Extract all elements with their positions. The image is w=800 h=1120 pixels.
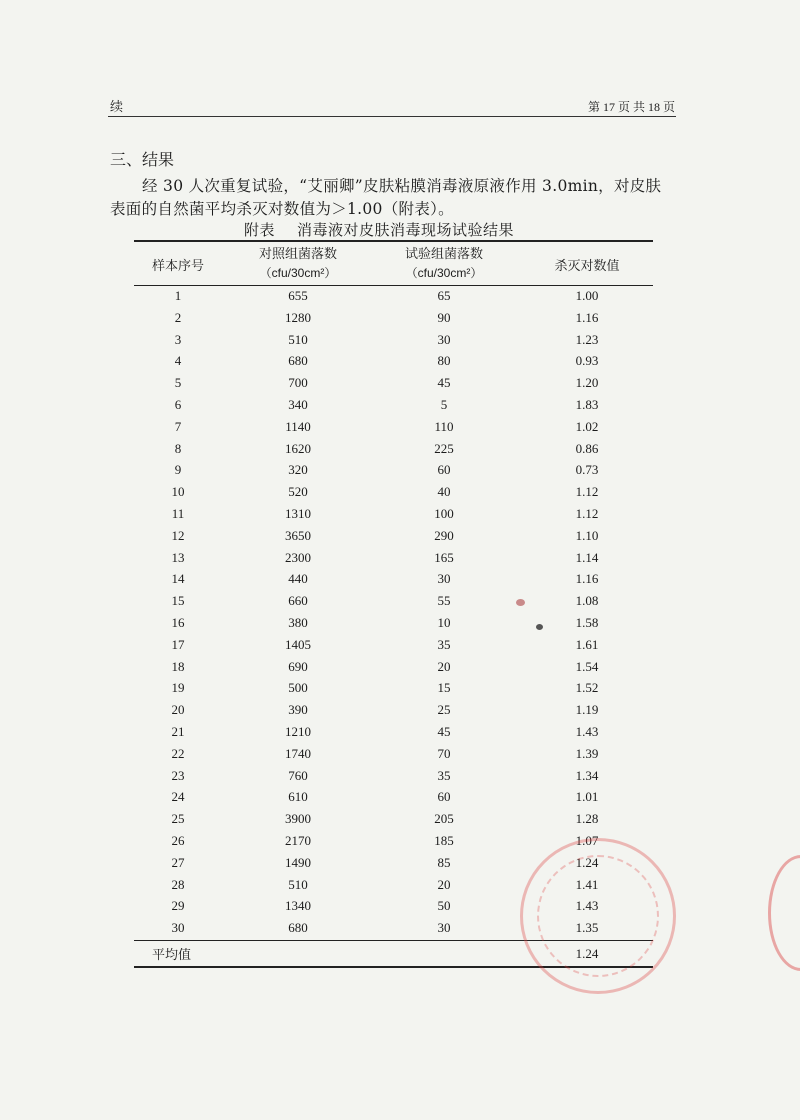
paper-stain: [536, 624, 543, 630]
official-seal: [520, 838, 676, 994]
cell-test-count: 70: [437, 745, 451, 761]
cell-control-count: 1490: [285, 854, 311, 870]
header-continued-label: 续: [110, 100, 124, 115]
cell-kill-log-value: 1.02: [575, 418, 599, 434]
cell-kill-log-value: 1.43: [575, 724, 599, 739]
cell-sample-number: 10: [171, 484, 185, 500]
cell-control-count: 520: [288, 484, 308, 500]
cell-control-count: 1280: [285, 309, 311, 325]
cell-test-count: 20: [437, 876, 451, 892]
cell-test-count: 85: [437, 854, 451, 870]
cell-test-count: 15: [437, 680, 451, 696]
cell-kill-log-value: 1.07: [575, 833, 599, 848]
cell-kill-log-value: 1.12: [575, 484, 599, 500]
cell-sample-number: 12: [171, 527, 185, 543]
cell-test-count: 65: [437, 288, 451, 303]
cell-test-count: 290: [434, 527, 454, 543]
cell-control-count: 3650: [285, 527, 311, 543]
cell-control-count: 1740: [285, 745, 311, 761]
header-rule: [108, 116, 676, 117]
cell-sample-number: 28: [171, 876, 185, 892]
cell-control-count: 1140: [285, 418, 311, 434]
cell-test-count: 100: [434, 506, 454, 521]
cell-control-count: 340: [288, 397, 308, 412]
cell-test-count: 20: [437, 658, 451, 674]
cell-sample-number: 6: [174, 397, 182, 412]
cell-sample-number: 11: [171, 506, 185, 521]
cell-control-count: 440: [288, 571, 308, 587]
cell-kill-log-value: 1.16: [575, 309, 599, 325]
cell-test-count: 30: [437, 920, 451, 936]
header-kill-log-value: 杀灭对数值: [554, 259, 620, 274]
cell-sample-number: 26: [171, 833, 185, 848]
cell-sample-number: 19: [171, 680, 185, 696]
edge-seal: [768, 855, 800, 971]
cell-test-count: 55: [437, 593, 451, 609]
cell-kill-log-value: 0.86: [575, 440, 599, 456]
cell-control-count: 655: [288, 288, 308, 303]
cell-kill-log-value: 1.52: [575, 680, 599, 696]
cell-control-count: 690: [288, 658, 308, 674]
table-header-rule: [134, 285, 653, 286]
cell-sample-number: 29: [171, 898, 185, 914]
table-caption-prefix: 附表: [244, 221, 276, 239]
cell-test-count: 45: [437, 375, 451, 391]
cell-test-count: 50: [437, 898, 451, 914]
cell-sample-number: 27: [171, 854, 185, 870]
cell-test-count: 110: [434, 418, 454, 434]
cell-test-count: 90: [437, 309, 451, 325]
cell-sample-number: 21: [171, 724, 185, 739]
cell-kill-log-value: 1.01: [575, 789, 599, 805]
cell-sample-number: 30: [171, 920, 185, 936]
table-caption-title: 消毒液对皮肤消毒现场试验结果: [297, 221, 515, 239]
cell-control-count: 3900: [285, 811, 311, 827]
result-paragraph-line-1: 经 30 人次重复试验，“艾丽卿”皮肤粘膜消毒液原液作用 3.0min，对皮肤: [142, 177, 662, 195]
cell-kill-log-value: 1.20: [575, 375, 599, 391]
cell-control-count: 1340: [285, 898, 311, 914]
cell-test-count: 80: [437, 353, 451, 369]
cell-test-count: 60: [437, 789, 451, 805]
cell-control-count: 380: [288, 615, 308, 630]
cell-kill-log-value: 1.00: [575, 288, 599, 303]
cell-test-count: 205: [434, 811, 454, 827]
cell-test-count: 5: [440, 397, 448, 412]
cell-test-count: 45: [437, 724, 451, 739]
cell-test-count: 185: [434, 833, 454, 848]
cell-control-count: 390: [288, 702, 308, 718]
result-paragraph-line-2: 表面的自然菌平均杀灭对数值为＞1.00（附表）。: [110, 200, 454, 218]
cell-control-count: 2170: [285, 833, 311, 848]
cell-test-count: 60: [437, 462, 451, 478]
cell-control-count: 1310: [285, 506, 311, 521]
cell-sample-number: 13: [171, 549, 185, 565]
cell-test-count: 165: [434, 549, 454, 565]
table-caption: [244, 219, 514, 240]
cell-test-count: 30: [437, 571, 451, 587]
header-page-number: 第 17 页 共 18 页: [587, 100, 675, 114]
section-title: 三、结果: [110, 150, 175, 169]
header-test-count: 试验组菌落数: [404, 247, 483, 262]
cell-kill-log-value: 1.23: [575, 331, 599, 347]
cell-kill-log-value: 1.16: [575, 571, 599, 587]
cell-control-count: 510: [288, 876, 308, 892]
cell-test-count: 35: [437, 636, 451, 652]
cell-kill-log-value: 1.24: [575, 854, 599, 870]
cell-kill-log-value: 1.10: [575, 527, 599, 543]
cell-kill-log-value: 1.61: [575, 636, 599, 652]
cell-control-count: 680: [288, 920, 308, 936]
cell-sample-number: 15: [171, 593, 185, 609]
average-value: 1.24: [575, 946, 599, 961]
cell-test-count: 25: [437, 702, 451, 718]
cell-test-count: 30: [437, 331, 451, 347]
cell-kill-log-value: 1.35: [575, 920, 599, 936]
cell-sample-number: 9: [174, 462, 182, 478]
cell-control-count: 320: [288, 462, 308, 478]
cell-control-count: 700: [288, 375, 308, 391]
cell-control-count: 610: [288, 789, 308, 805]
header-control-count: 对照组菌落数: [258, 247, 337, 262]
cell-kill-log-value: 0.73: [575, 462, 599, 478]
cell-sample-number: 3: [174, 331, 182, 347]
cell-control-count: 760: [288, 767, 308, 783]
cell-sample-number: 16: [171, 615, 185, 630]
cell-control-count: 500: [288, 680, 308, 696]
cell-kill-log-value: 1.83: [575, 397, 599, 412]
cell-kill-log-value: 1.54: [575, 658, 599, 674]
cell-control-count: 680: [288, 353, 308, 369]
cell-test-count: 10: [437, 615, 451, 630]
cell-kill-log-value: 1.28: [575, 811, 599, 827]
cell-sample-number: 8: [174, 440, 182, 456]
cell-kill-log-value: 1.34: [575, 767, 599, 783]
table-top-rule: [134, 240, 653, 242]
cell-test-count: 225: [434, 440, 454, 456]
cell-control-count: 510: [288, 331, 308, 347]
cell-kill-log-value: 1.14: [575, 549, 599, 565]
cell-kill-log-value: 1.41: [575, 876, 599, 892]
cell-sample-number: 4: [174, 353, 182, 369]
cell-sample-number: 5: [174, 375, 182, 391]
header-control-unit: （cfu/30cm²）: [259, 266, 337, 280]
cell-sample-number: 24: [171, 789, 185, 805]
cell-control-count: 1210: [285, 724, 311, 739]
cell-kill-log-value: 1.43: [575, 898, 599, 914]
cell-sample-number: 17: [171, 636, 185, 652]
cell-sample-number: 1: [174, 288, 182, 303]
cell-sample-number: 22: [171, 745, 185, 761]
cell-sample-number: 20: [171, 702, 185, 718]
cell-kill-log-value: 1.08: [575, 593, 599, 609]
header-sample-number: 样本序号: [151, 259, 204, 274]
cell-kill-log-value: 1.39: [575, 745, 599, 761]
cell-sample-number: 2: [174, 309, 182, 325]
header-test-unit: （cfu/30cm²）: [405, 266, 483, 280]
cell-control-count: 1620: [285, 440, 311, 456]
cell-control-count: 660: [288, 593, 308, 609]
cell-kill-log-value: 1.12: [575, 506, 599, 521]
cell-test-count: 35: [437, 767, 451, 783]
cell-control-count: 1405: [285, 636, 311, 652]
cell-kill-log-value: 1.19: [575, 702, 599, 718]
cell-sample-number: 7: [174, 418, 182, 434]
cell-sample-number: 18: [171, 658, 185, 674]
cell-test-count: 40: [437, 484, 451, 500]
average-label: 平均值: [152, 948, 192, 963]
cell-control-count: 2300: [285, 549, 311, 565]
paper-stain: [516, 599, 525, 606]
cell-sample-number: 25: [171, 811, 185, 827]
cell-sample-number: 23: [171, 767, 185, 783]
cell-kill-log-value: 0.93: [575, 353, 599, 369]
cell-sample-number: 14: [171, 571, 185, 587]
cell-kill-log-value: 1.58: [575, 615, 599, 630]
